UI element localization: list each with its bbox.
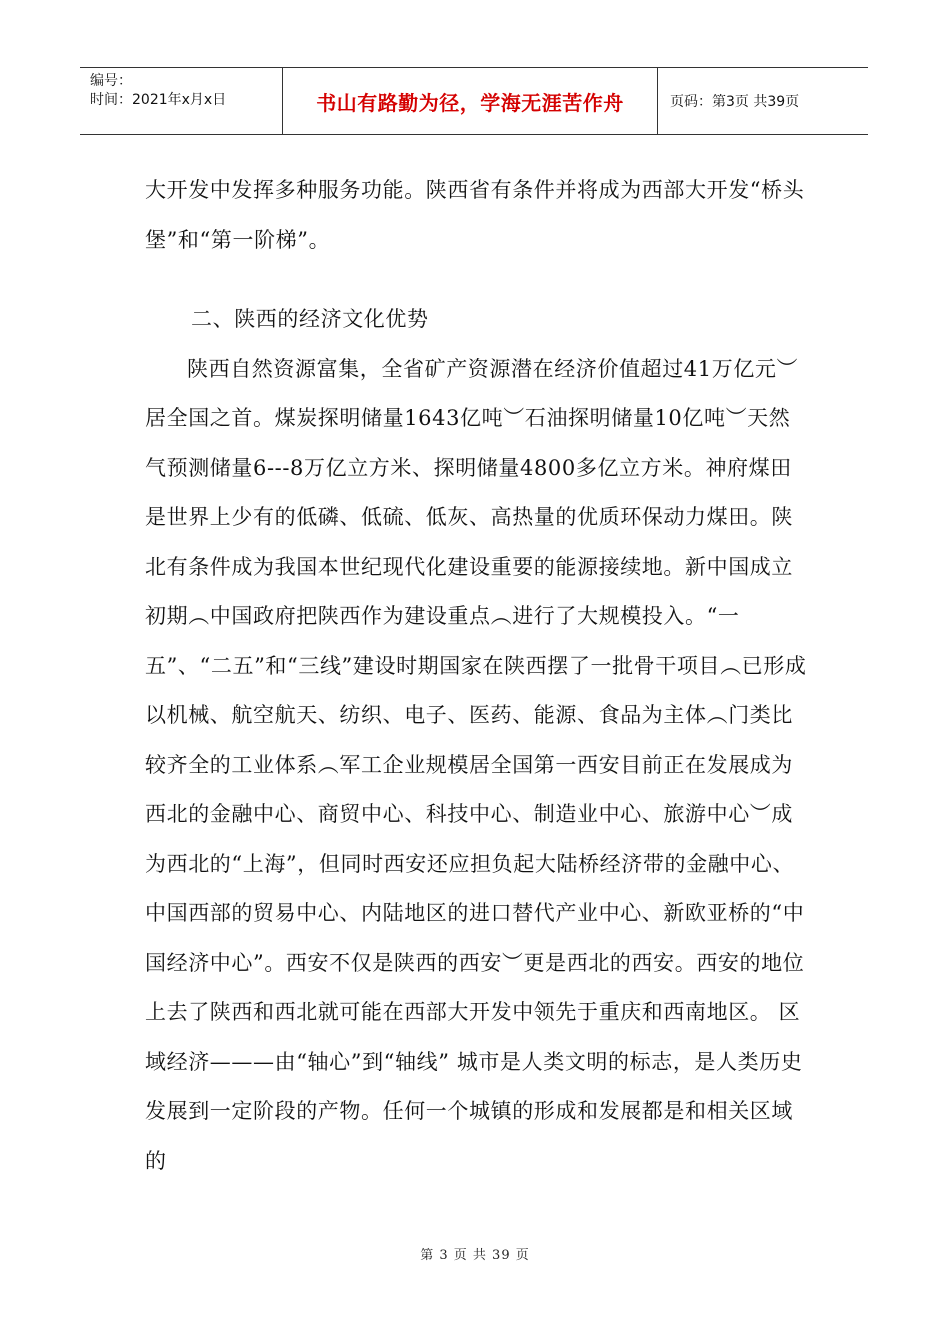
section-heading: 二、陕西的经济文化优势 [191,307,429,331]
page-footer: 第 3 页 共 39 页 [420,1248,530,1263]
paragraph-main: 陕西自然资源富集，全省矿产资源潜在经济价值超过41万亿元︶居全国之首。煤炭探明储量1643亿吨︶石油探明储量10亿吨︶天然气预测储量6---8万亿立方米、探明储量4800多亿立方米。神府煤田是世界上少有的低磷、低硫、低灰、高热量的优质环保动力煤田。陕北有条件成为我国本世纪现代化建设重要的能源接续地。新中国成立初期︵中国政府把陕西作为建设重点︵进行了大规模投入。“一五”、“二五”和“三线”建设时期国家在陕西摆了一批骨干项目︵已形成以机械、航空航天、纺织、电子、医药、能源、食品为主体︵门类比较齐全的工业体系︵军工企业规模居全国第一西安目前正在发展成为西北的金融中心、商贸中心、科技中心、制造业中心、旅游中心︶成为西北的“上海”，但同时西安还应担负起大陆桥经济带的金融中心、中国西部的贸易中心、内陆地区的进口替代产业中心、新欧亚桥的“中国经济中心”。西安不仅是陕西的西安︶更是西北的西安。西安的地位上去了陕西和西北就可能在西部大开发中领先于重庆和西南地区。 区域经济———由“轴心”到“轴线” 城市是人类文明的标志，是人类历史发展到一定阶段的产物。任何一个城镇的形成和发展都是和相关区域的 [145,356,807,1173]
page-header [80,67,868,135]
paragraph-spacer [145,265,810,295]
document-time-label: 时间：2021年x月x日 [90,92,227,108]
document-body [145,166,810,1186]
header-motto: 书山有路勤为径，学海无涯苦作舟 [282,68,658,134]
header-page-info: 页码：第3页 共39页 [670,94,800,110]
paragraph-continuation: 大开发中发挥多种服务功能。陕西省有条件并将成为西部大开发“桥头堡”和“第一阶梯”。 [145,178,805,252]
document-number-label: 编号： [90,73,132,89]
header-meta [80,68,282,134]
